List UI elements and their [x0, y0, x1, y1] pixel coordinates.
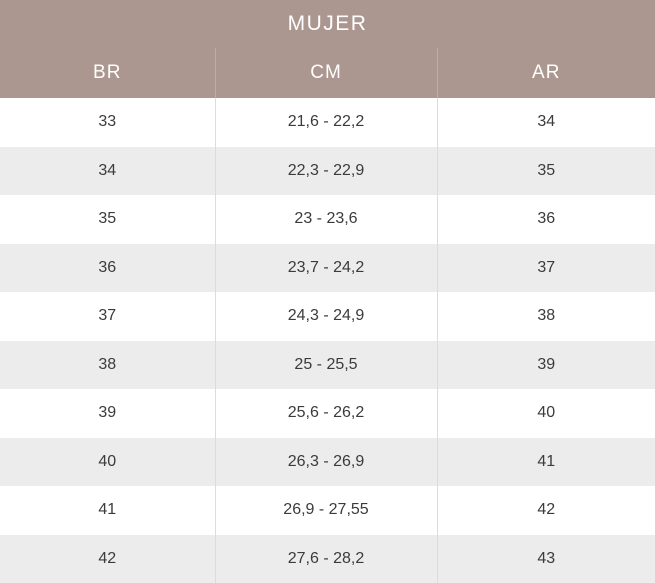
cell-cm: 21,6 - 22,2: [215, 98, 437, 147]
table-title-row: [0, 0, 655, 48]
cell-ar: 39: [437, 341, 655, 390]
cell-br: 40: [0, 438, 215, 487]
cell-cm: 24,3 - 24,9: [215, 292, 437, 341]
table-row: [0, 535, 655, 583]
table-row: [0, 98, 655, 147]
page-title: MUJER: [0, 0, 655, 48]
cell-ar: 38: [437, 292, 655, 341]
cell-br: 33: [0, 98, 215, 147]
table-row: [0, 147, 655, 196]
cell-br: 37: [0, 292, 215, 341]
cell-ar: 43: [437, 535, 655, 583]
cell-br: 35: [0, 195, 215, 244]
cell-cm: 25,6 - 26,2: [215, 389, 437, 438]
column-header-cm: CM: [215, 48, 437, 98]
cell-ar: 36: [437, 195, 655, 244]
table-row: [0, 389, 655, 438]
table-row: [0, 438, 655, 487]
column-header-br: BR: [0, 48, 215, 98]
cell-cm: 23 - 23,6: [215, 195, 437, 244]
cell-ar: 41: [437, 438, 655, 487]
cell-cm: 22,3 - 22,9: [215, 147, 437, 196]
cell-ar: 42: [437, 486, 655, 535]
table-row: [0, 195, 655, 244]
cell-ar: 35: [437, 147, 655, 196]
cell-cm: 26,3 - 26,9: [215, 438, 437, 487]
cell-ar: 37: [437, 244, 655, 293]
cell-cm: 27,6 - 28,2: [215, 535, 437, 583]
cell-br: 42: [0, 535, 215, 583]
cell-ar: 40: [437, 389, 655, 438]
table-row: [0, 244, 655, 293]
cell-ar: 34: [437, 98, 655, 147]
cell-cm: 23,7 - 24,2: [215, 244, 437, 293]
cell-br: 41: [0, 486, 215, 535]
cell-cm: 25 - 25,5: [215, 341, 437, 390]
cell-br: 38: [0, 341, 215, 390]
cell-cm: 26,9 - 27,55: [215, 486, 437, 535]
table-row: [0, 486, 655, 535]
cell-br: 39: [0, 389, 215, 438]
cell-br: 36: [0, 244, 215, 293]
table-header-row: [0, 48, 655, 98]
table-row: [0, 341, 655, 390]
table-row: [0, 292, 655, 341]
cell-br: 34: [0, 147, 215, 196]
column-header-ar: AR: [437, 48, 655, 98]
